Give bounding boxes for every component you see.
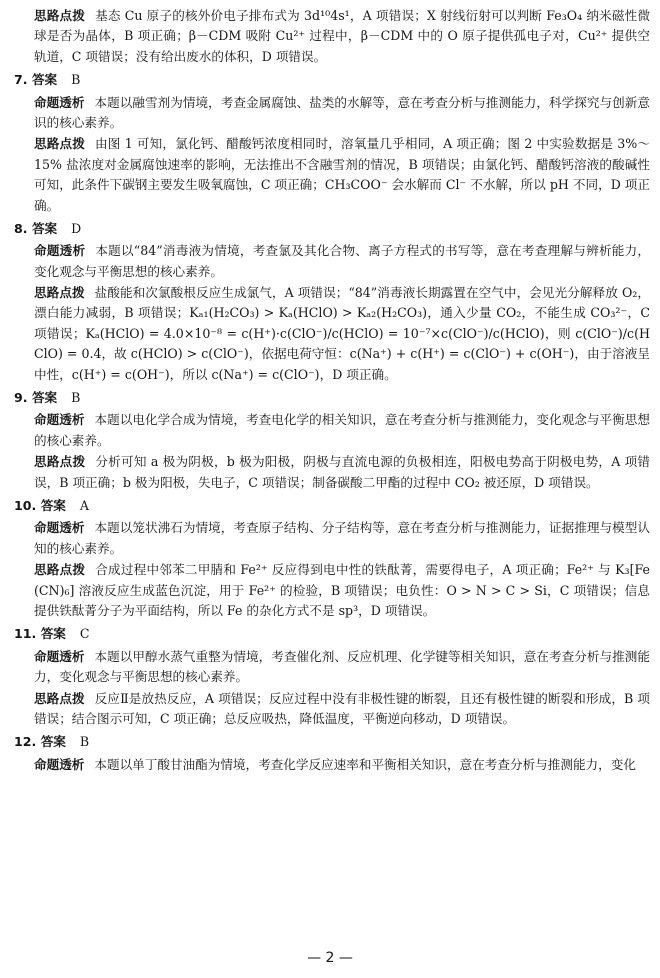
question-block	[14, 388, 650, 493]
section-label: 命题透析	[34, 412, 85, 428]
question-block	[14, 496, 650, 621]
answer-line	[14, 388, 650, 408]
explanation-paragraph	[14, 241, 650, 282]
explanation-paragraph	[14, 283, 650, 385]
question-number: 7.	[14, 72, 28, 88]
section-label: 思路点拨	[34, 454, 86, 470]
section-text: 本题以电化学合成为情境，考查电化学的相关知识，意在考查分析与推测能力，变化观念与平衡思想的核心素养。	[34, 412, 651, 448]
answer-line	[14, 732, 650, 752]
question-number: 8.	[14, 220, 28, 236]
answer-value: B	[79, 734, 90, 750]
section-label: 思路点拨	[34, 136, 86, 152]
section-label: 思路点拨	[34, 8, 86, 23]
explanation-paragraph	[14, 452, 650, 493]
section-label: 思路点拨	[34, 690, 85, 706]
question-number: 9.	[14, 390, 28, 406]
section-text: 本题以融雪剂为情境，考查金属腐蚀、盐类的水解等，意在考查分析与推测能力，科学探究与创新意识的核心素养。	[34, 94, 651, 130]
section-text: 本题以甲醇水蒸气重整为情境，考查催化剂、反应机理、化学键等相关知识，意在考查分析与推测能力，变化观念与平衡思想的核心素养。	[34, 648, 651, 685]
section-text: 反应Ⅱ是放热反应，A 项错误；反应过程中没有非极性键的断裂，且还有极性键的断裂和形成，B 项错误；结合图示可知，C 项正确；总反应吸热，降低温度，平衡逆向移动，D 项错误。	[34, 690, 650, 726]
explanation-paragraph	[14, 518, 650, 559]
answer-value: D	[71, 220, 82, 236]
explanation-paragraph	[14, 755, 650, 775]
section-text: 分析可知 a 极为阴极，b 极为阳极，阴极与直流电源的负极相连，阳极电势高于阴极电势，A 项错误，B 项正确；b 极为阳极，失电子，C 项错误；制备碳酸二甲酯的过程中 CO₂ 被还原，D 项错误。	[34, 454, 650, 490]
answer-value: A	[79, 497, 89, 513]
question-block	[14, 219, 650, 385]
answer-label: 答案	[36, 734, 66, 750]
section-label: 命题透析	[34, 648, 85, 664]
explanation-paragraph	[14, 93, 650, 134]
section-label: 命题透析	[34, 94, 85, 110]
section-text: 基态 Cu 原子的核外价电子排布式为 3d¹⁰4s¹，A 项错误；X 射线衍射可以判断 Fe₃O₄ 纳米磁性微球是否为晶体，B 项正确；β－CDM 吸附 Cu²⁺ 过程中，β－CDM 中的 O 原子提供孤电子对，Cu²⁺ 提供空轨道，C 项错误；没有给出废水的体积，D 项错误。	[34, 8, 651, 64]
explanation-paragraph	[14, 647, 650, 688]
section-label: 命题透析	[34, 520, 85, 536]
section-text: 由图 1 可知，氯化钙、醋酸钙浓度相同时，溶氧量几乎相同，A 项正确；图 2 中实验数据是 3%～15% 盐浓度对金属腐蚀速率的影响，无法推出不含融雪剂的情况，B 项错误；由氯化钙、醋酸钙溶液的酸碱性可知，此条件下碳钢主要发生吸氧腐蚀，C 项正确；CH₃COO⁻ 会水解而 Cl⁻ 不水解，所以 pH 不同，D 项正确。	[34, 136, 651, 213]
section-text: 本题以“84”消毒液为情境，考查氯及其化合物、离子方程式的书写等，意在考查理解与辨析能力，变化观念与平衡思想的核心素养。	[34, 243, 651, 279]
section-label: 命题透析	[34, 243, 86, 259]
explanation-paragraph	[14, 134, 650, 216]
answer-label: 答案	[27, 220, 58, 236]
answer-value: B	[71, 390, 81, 406]
question-block	[14, 732, 650, 775]
question-number: 11.	[14, 626, 37, 642]
question-number: 12.	[14, 734, 37, 750]
explanation-paragraph	[14, 6, 650, 67]
answer-label: 答案	[36, 626, 66, 642]
page-content	[14, 6, 650, 775]
explanation-paragraph	[14, 560, 650, 621]
question-block	[14, 624, 650, 729]
section-label: 命题透析	[34, 756, 85, 772]
answer-label: 答案	[36, 497, 66, 513]
answer-line	[14, 70, 650, 90]
question-number: 10.	[14, 497, 37, 513]
section-text: 本题以单丁酸甘油酯为情境，考查化学反应速率和平衡相关知识，意在考查分析与推测能力，变化	[94, 756, 636, 772]
answer-line	[14, 624, 650, 644]
section-label: 思路点拨	[34, 285, 85, 301]
answer-label: 答案	[27, 72, 58, 88]
page-number: — 2 —	[307, 950, 353, 967]
section-text: 合成过程中邻苯二甲腈和 Fe²⁺ 反应得到电中性的铁酞菁，需要得电子，A 项正确；Fe²⁺ 与 K₃[Fe(CN)₆] 溶液反应生成蓝色沉淀，用于 Fe²⁺ 的检验，B 项错误；电负性：O > N > C > Si，C 项错误；信息提供铁酞菁分子为平面结构，所以 Fe 的杂化方式不是 sp³，D 项错误。	[34, 562, 651, 618]
explanation-paragraph	[14, 410, 650, 451]
answer-line	[14, 219, 650, 239]
section-text: 盐酸能和次氯酸根反应生成氯气，A 项错误；“84”消毒液长期露置在空气中，会见光分解释放 O₂，漂白能力减弱，B 项错误；Kₐ₁(H₂CO₃) > Kₐ(HClO) > Kₐ₂(H₂CO₃)，通入少量 CO₂，不能生成 CO₃²⁻，C 项错误；Kₐ(HClO) = 4.0×10⁻⁸ = c(H⁺)·c(ClO⁻)/c(HClO) = 10⁻⁷×c(ClO⁻)/c(HClO)，则 c(ClO⁻)/c(HClO) = 0.4，故 c(HClO) > c(ClO⁻)，依据电荷守恒：c(Na⁺) + c(H⁺) = c(ClO⁻) + c(OH⁻)，由于溶液呈中性，c(H⁺) = c(OH⁻)，所以 c(Na⁺) = c(ClO⁻)，D 项正确。	[34, 285, 650, 382]
answer-value: B	[71, 72, 81, 88]
question-block	[14, 6, 650, 67]
answer-value: C	[79, 626, 90, 642]
answer-line	[14, 496, 650, 516]
section-text: 本题以笼状沸石为情境，考查原子结构、分子结构等，意在考查分析与推测能力，证据推理与模型认知的核心素养。	[34, 520, 651, 556]
question-block	[14, 70, 650, 216]
section-label: 思路点拨	[34, 562, 86, 578]
explanation-paragraph	[14, 689, 650, 730]
answer-label: 答案	[27, 390, 58, 406]
